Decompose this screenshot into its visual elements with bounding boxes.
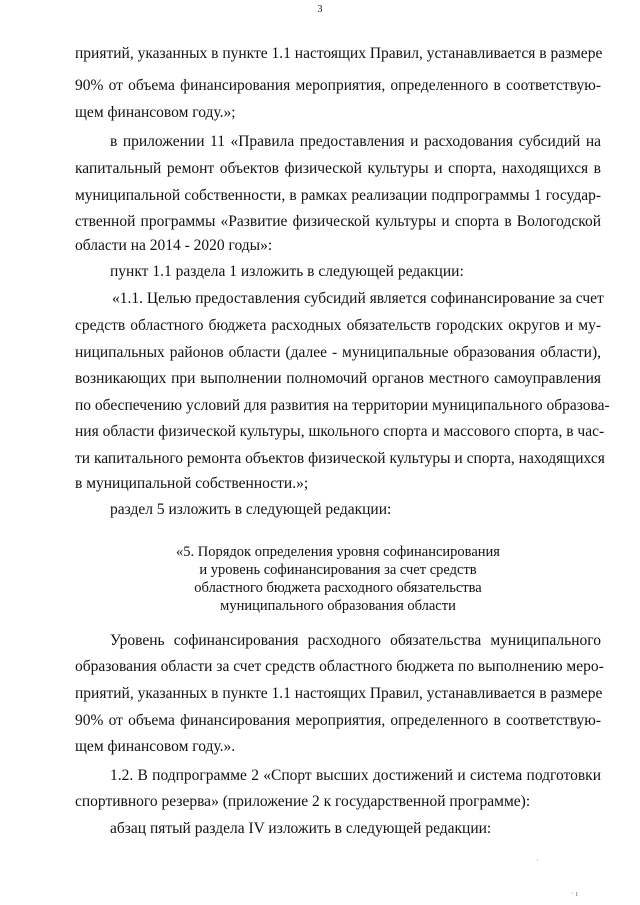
text-line: ти капитального ремонта объектов физической культуры и спорта, находящихся bbox=[75, 450, 605, 467]
text-line: в муниципальной собственности.»; bbox=[75, 475, 309, 492]
scan-speck: · ı bbox=[571, 889, 578, 898]
text-line: Уровень софинансирования расходного обязательства муниципального bbox=[110, 632, 601, 649]
text-line: ственной программы «Развитие физической культуры и спорта в Вологодской bbox=[75, 213, 601, 230]
text-line: ния области физической культуры, школьного спорта и массового спорта, в час- bbox=[75, 423, 605, 440]
text-line: области на 2014 - 2020 годы»: bbox=[75, 237, 273, 254]
text-line: возникающих при выполнении полномочий органов местного самоуправления bbox=[75, 370, 601, 387]
text-line: образования области за счет средств областного бюджета по выполнению меро- bbox=[75, 658, 604, 675]
text-line: по обеспечению условий для развития на территории муниципального образова- bbox=[75, 397, 610, 414]
text-line: щем финансовом году.»; bbox=[75, 104, 236, 121]
text-line: «1.1. Целью предоставления субсидий является софинансирование за счет bbox=[112, 290, 604, 307]
text-line: средств областного бюджета расходных обязательств городских округов и му- bbox=[75, 317, 601, 334]
text-line: приятий, указанных в пункте 1.1 настоящих Правил, устанавливается в размере bbox=[75, 45, 603, 62]
text-line: 90% от объема финансирования мероприятия, определенного в соответствую- bbox=[75, 712, 601, 729]
text-line: приятий, указанных в пункте 1.1 настоящих Правил, устанавливается в размере bbox=[75, 685, 603, 702]
text-line: ниципальных районов области (далее - муниципальные образования области), bbox=[75, 344, 601, 361]
text-line: 1.2. В подпрограмме 2 «Спорт высших достижений и система подготовки bbox=[110, 767, 601, 784]
text-line: пункт 1.1 раздела 1 изложить в следующей редакции: bbox=[110, 263, 464, 280]
section-heading-line: муниципального образования области bbox=[220, 598, 456, 614]
text-line: спортивного резерва» (приложение 2 к государственной программе): bbox=[75, 793, 531, 810]
text-line: в приложении 11 «Правила предоставления и расходования субсидий на bbox=[110, 133, 601, 150]
scan-speck: · bbox=[536, 856, 539, 865]
section-heading-line: «5. Порядок определения уровня софинансирования bbox=[176, 544, 500, 560]
section-heading-line: и уровень софинансирования за счет средств bbox=[199, 562, 477, 578]
text-line: муниципальной собственности, в рамках реализации подпрограммы 1 государ- bbox=[75, 187, 601, 204]
text-line: капитальный ремонт объектов физической культуры и спорта, находящихся в bbox=[75, 160, 601, 177]
text-line: 90% от объема финансирования мероприятия, определенного в соответствую- bbox=[75, 77, 601, 94]
text-line: раздел 5 изложить в следующей редакции: bbox=[110, 501, 392, 518]
page-number: 3 bbox=[317, 4, 323, 15]
text-line: щем финансовом году.». bbox=[75, 738, 236, 755]
text-line: абзац пятый раздела IV изложить в следующей редакции: bbox=[110, 820, 492, 837]
section-heading-line: областного бюджета расходного обязательства bbox=[194, 580, 482, 596]
